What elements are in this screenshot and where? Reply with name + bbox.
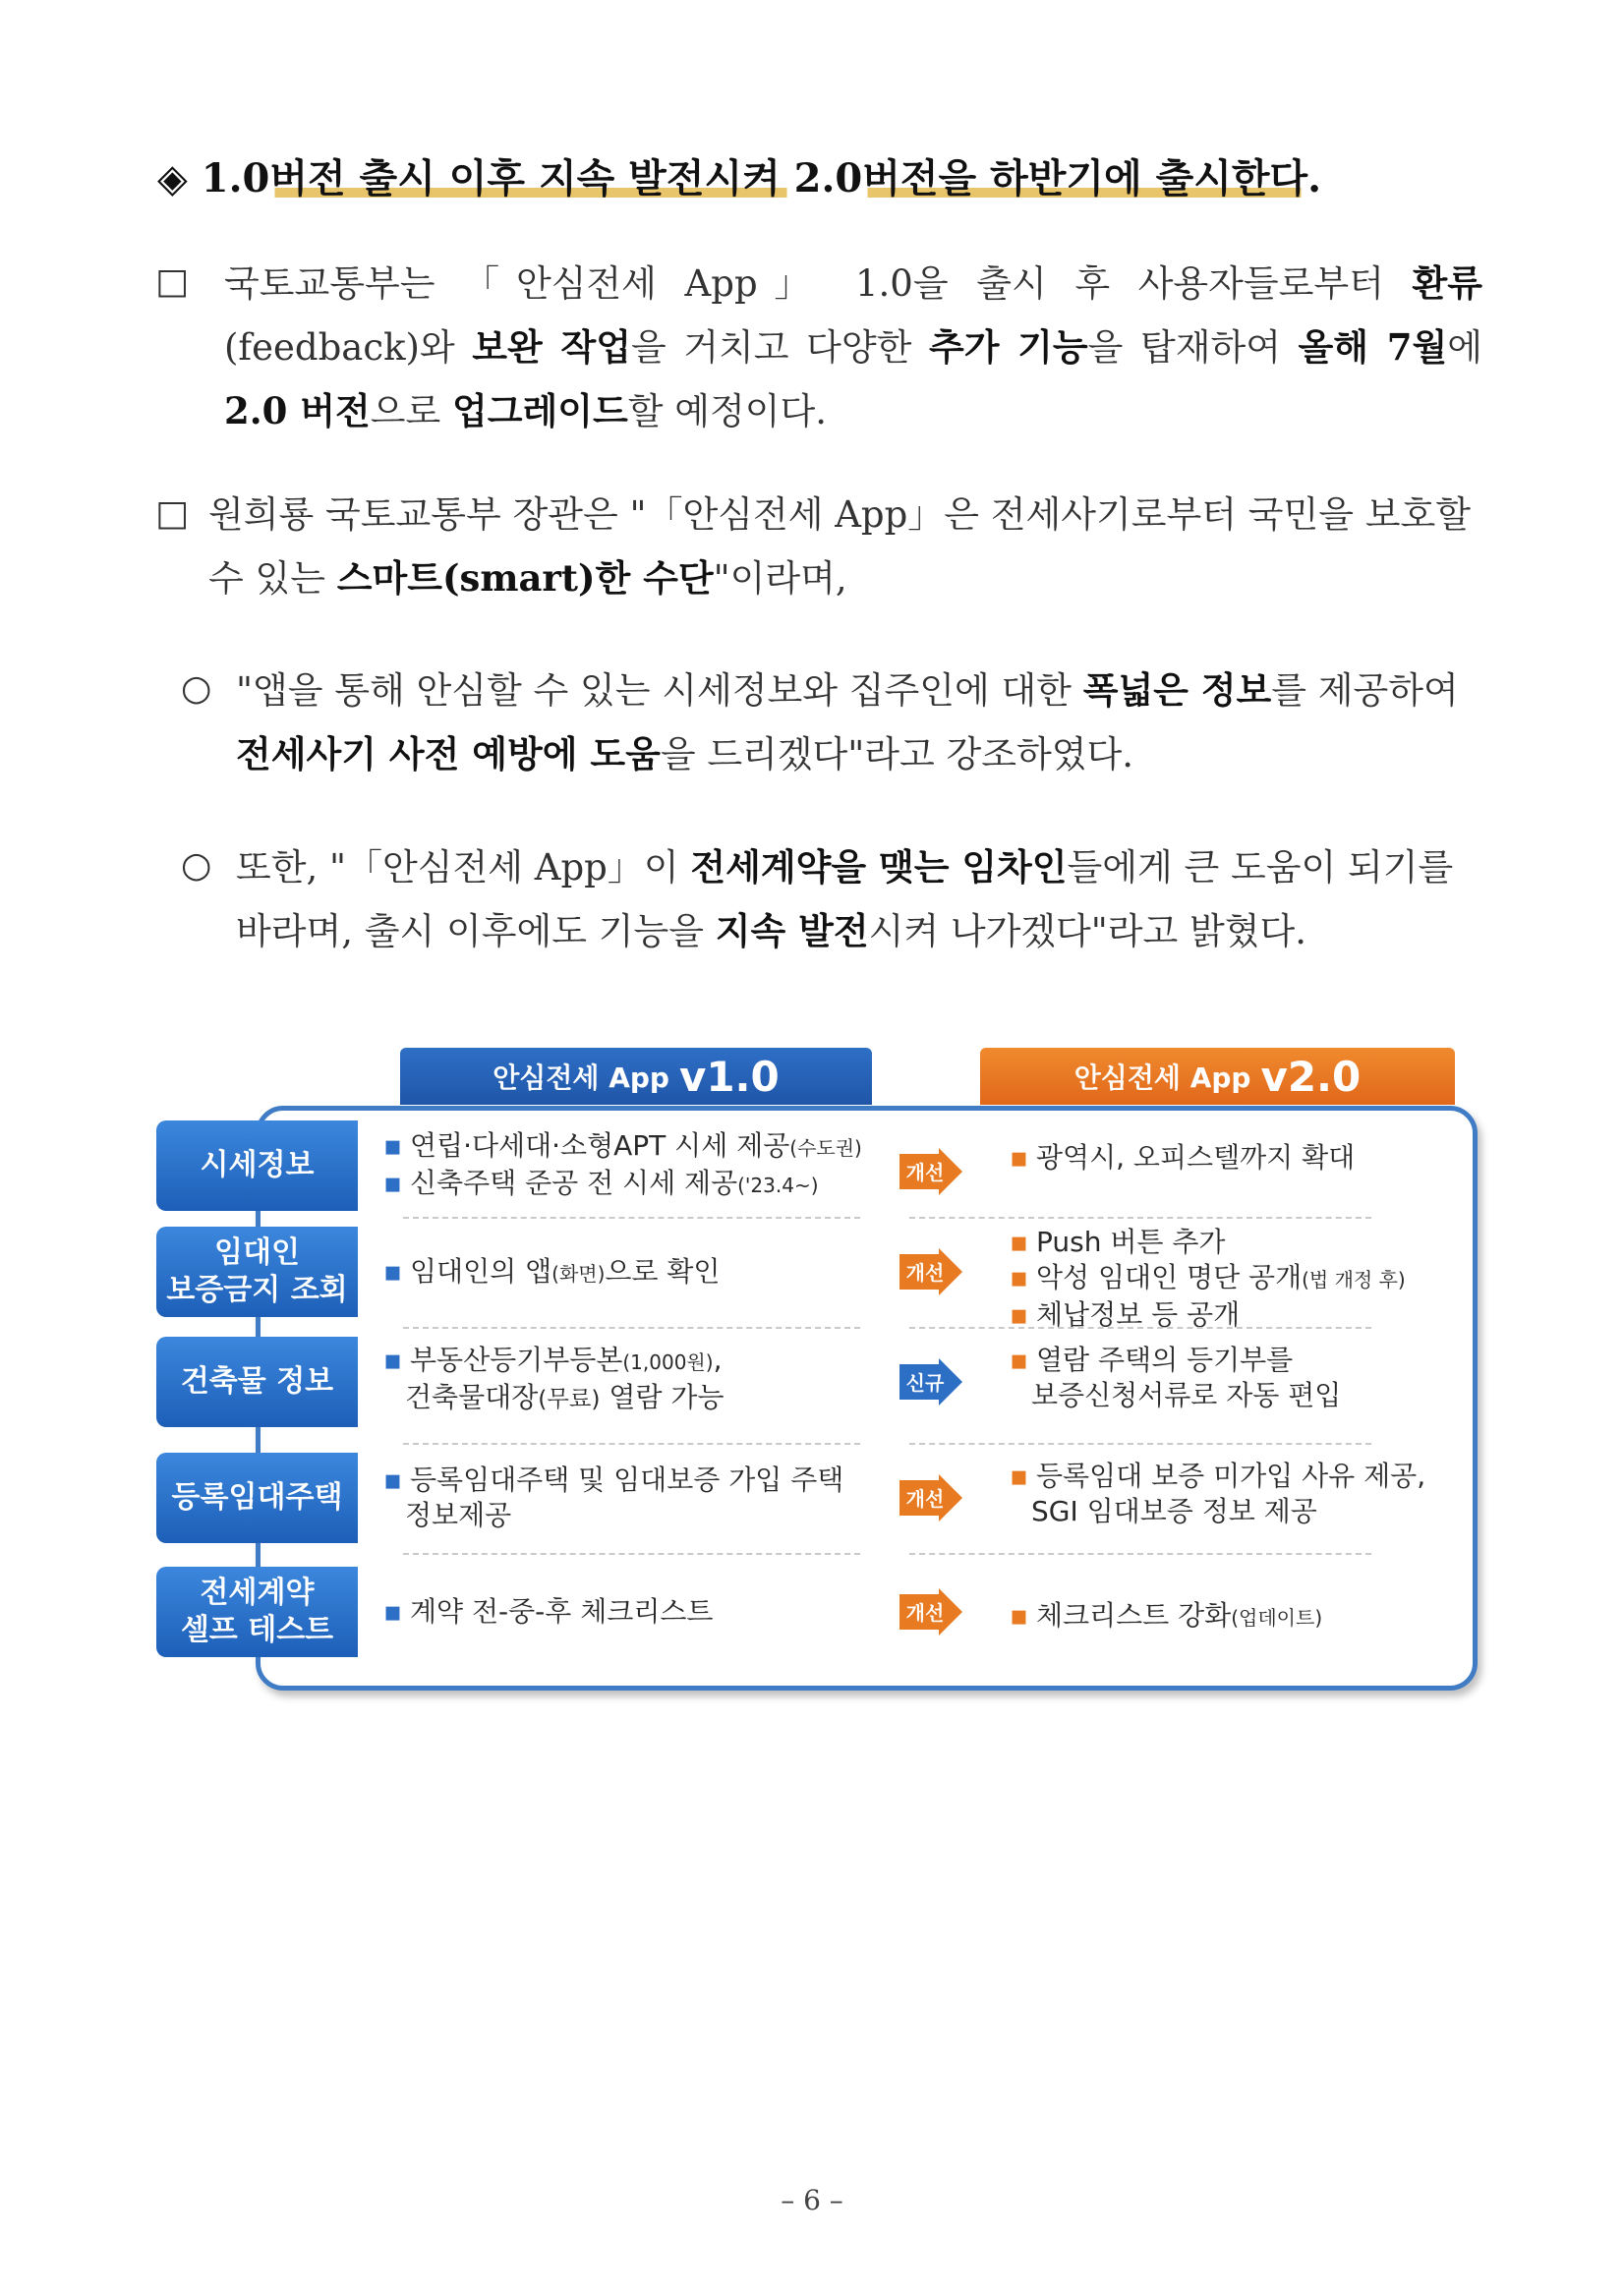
- v1-row-3: ▪ 부동산등기부등본(1,000원), 건축물대장(무료) 열람 가능: [383, 1343, 875, 1416]
- circle-bullet-icon: ○: [181, 845, 212, 886]
- divider: [403, 1327, 860, 1329]
- row-label-building: 건축물 정보: [156, 1337, 358, 1427]
- divider: [909, 1217, 1371, 1219]
- arrow-improve-icon: [899, 1148, 962, 1195]
- arrow-new-icon: [899, 1358, 962, 1406]
- v2-row-4: ▪ 등록임대 보증 미가입 사유 제공, SGI 임대보증 정보 제공: [1010, 1459, 1452, 1529]
- v2-row-2: ▪ Push 버튼 추가 ▪ 악성 임대인 명단 공개(법 개정 후) ▪ 체납정보 등 공개: [1010, 1225, 1452, 1333]
- checkbox-icon: □: [155, 261, 190, 302]
- divider: [403, 1553, 860, 1555]
- v2-row-5: ▪ 체크리스트 강화(업데이트): [1010, 1598, 1452, 1636]
- row-label-registered-rental: 등록임대주택: [156, 1453, 358, 1543]
- tag-label: 개선: [905, 1261, 945, 1285]
- v2-header: 안심전세 App v2.0: [980, 1048, 1455, 1105]
- row-label-landlord: 임대인 보증금지 조회: [156, 1227, 358, 1317]
- paragraph-4: 또한, "「안심전세 App」이 전세계약을 맺는 임차인들에게 큰 도움이 되기를 바라며, 출시 이후에도 기능을 지속 발전시켜 나가겠다"라고 밝혔다.: [236, 845, 1454, 952]
- v1-row-2: ▪ 임대인의 앱(화면)으로 확인: [383, 1254, 875, 1292]
- divider: [403, 1217, 860, 1219]
- row-label-self-test: 전세계약 셀프 테스트: [156, 1567, 358, 1657]
- version-comparison-figure: [152, 1042, 1475, 1691]
- arrow-improve-icon: [899, 1588, 962, 1636]
- v2-row-3: ▪ 열람 주택의 등기부를 보증신청서류로 자동 편입: [1010, 1343, 1452, 1413]
- arrow-improve-icon: [899, 1474, 962, 1521]
- v1-row-5: ▪ 계약 전-중-후 체크리스트: [383, 1594, 875, 1630]
- v1-row-4: ▪ 등록임대주택 및 임대보증 가입 주택 정보제공: [383, 1463, 875, 1533]
- v2-row-1: ▪ 광역시, 오피스텔까지 확대: [1010, 1140, 1452, 1176]
- paragraph-1: 국토교통부는 「안심전세 App」 1.0을 출시 후 사용자들로부터 환류(feedback)와 보완 작업을 거치고 다양한 추가 기능을 탑재하여 올해 7월에 2.0 버전으로 업그레이드할 예정이다.: [224, 261, 1482, 432]
- arrow-improve-icon: [899, 1248, 962, 1295]
- page-number: – 6 –: [781, 2184, 843, 2216]
- v1-header: 안심전세 App v1.0: [400, 1048, 872, 1105]
- tag-label: 개선: [905, 1487, 945, 1511]
- divider: [909, 1443, 1371, 1445]
- divider: [403, 1443, 860, 1445]
- paragraph-2: 원희룡 국토교통부 장관은 "「안심전세 App」은 전세사기로부터 국민을 보호할 수 있는 스마트(smart)한 수단"이라며,: [208, 493, 1471, 600]
- checkbox-icon: □: [155, 493, 190, 534]
- divider: [909, 1327, 1371, 1329]
- heading-text: 1.0버전 출시 이후 지속 발전시켜 2.0버전을 하반기에 출시한다.: [201, 155, 1322, 201]
- v1-row-1: ▪ 연립·다세대·소형APT 시세 제공(수도권) ▪ 신축주택 준공 전 시세 제공('23.4~): [383, 1128, 875, 1203]
- tag-label: 신규: [905, 1371, 945, 1395]
- circle-bullet-icon: ○: [181, 668, 212, 709]
- tag-label: 개선: [905, 1601, 945, 1625]
- divider: [909, 1553, 1371, 1555]
- tag-label: 개선: [905, 1161, 945, 1184]
- diamond-icon: ◈: [157, 155, 188, 201]
- row-label-price: 시세정보: [156, 1120, 358, 1211]
- paragraph-3: "앱을 통해 안심할 수 있는 시세정보와 집주인에 대한 폭넓은 정보를 제공하여 전세사기 사전 예방에 도움을 드리겠다"라고 강조하였다.: [236, 668, 1459, 775]
- section-heading: [157, 147, 1321, 203]
